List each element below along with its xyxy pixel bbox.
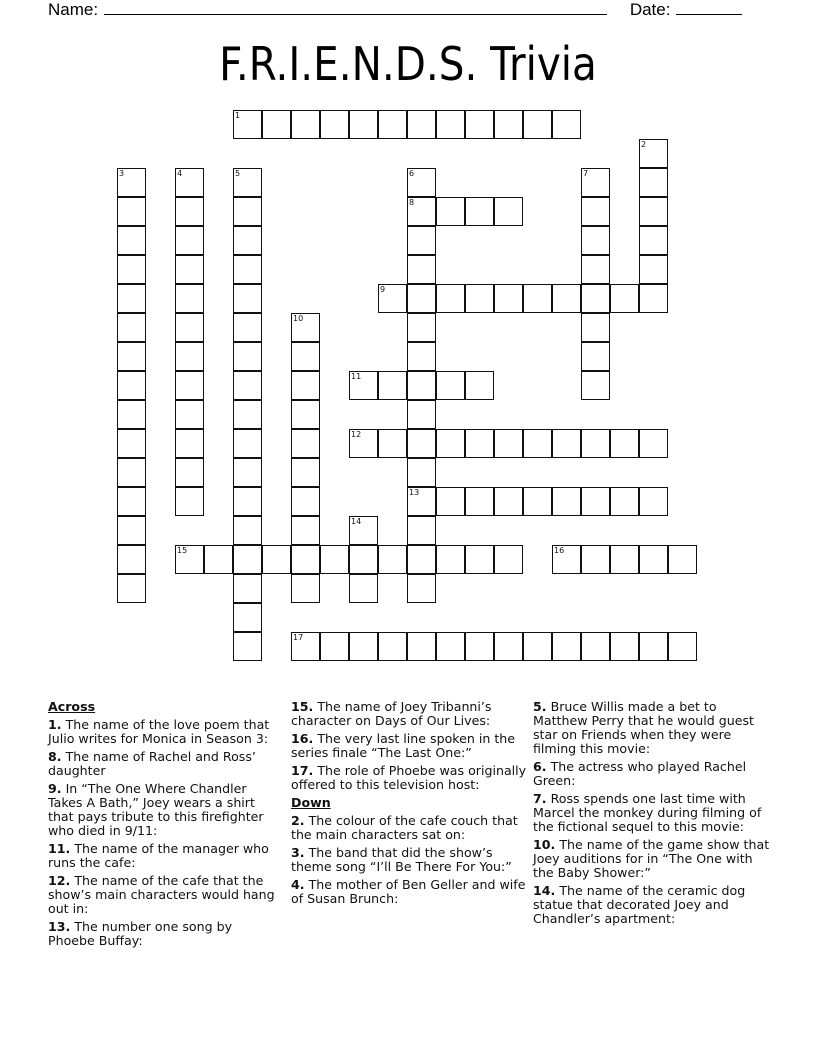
cell-number: 11 xyxy=(351,372,362,381)
grid-cell[interactable] xyxy=(233,574,262,603)
grid-cell[interactable] xyxy=(552,545,581,574)
grid-cell[interactable] xyxy=(349,545,378,574)
cell-number: 7 xyxy=(583,169,589,178)
grid-cell[interactable] xyxy=(639,284,668,313)
grid-cell[interactable] xyxy=(407,400,436,429)
clues-column-2 xyxy=(291,700,531,910)
grid-cell[interactable] xyxy=(494,197,523,226)
grid-cell[interactable] xyxy=(204,545,233,574)
clue-text: The name of the cafe that the show’s main characters would hang out in: xyxy=(48,873,275,916)
cell-number: 1 xyxy=(235,111,241,120)
grid-cell[interactable] xyxy=(117,400,146,429)
name-blank-line[interactable] xyxy=(104,0,607,15)
grid-cell[interactable] xyxy=(494,545,523,574)
grid-cell[interactable] xyxy=(436,284,465,313)
grid-cell[interactable] xyxy=(291,400,320,429)
grid-cell[interactable] xyxy=(407,197,436,226)
grid-cell[interactable] xyxy=(465,371,494,400)
grid-cell[interactable] xyxy=(117,574,146,603)
grid-cell[interactable] xyxy=(117,458,146,487)
grid-cell[interactable] xyxy=(581,255,610,284)
clue-number: 3. xyxy=(291,845,305,860)
grid-cell[interactable] xyxy=(378,110,407,139)
grid-cell[interactable] xyxy=(610,487,639,516)
grid-cell[interactable] xyxy=(233,516,262,545)
clue-text: The name of Joey Tribanni’s character on Days of Our Lives: xyxy=(291,699,492,728)
grid-cell[interactable] xyxy=(233,429,262,458)
grid-cell[interactable] xyxy=(465,632,494,661)
clue-number: 17. xyxy=(291,763,314,778)
grid-cell[interactable] xyxy=(291,545,320,574)
cell-number: 2 xyxy=(641,140,647,149)
grid-cell[interactable] xyxy=(407,371,436,400)
clue-down-7 xyxy=(533,792,773,834)
grid-cell[interactable] xyxy=(436,197,465,226)
grid-cell[interactable] xyxy=(639,632,668,661)
grid-cell[interactable] xyxy=(291,110,320,139)
grid-cell[interactable] xyxy=(291,313,320,342)
clue-down-3 xyxy=(291,846,531,874)
grid-cell[interactable] xyxy=(117,487,146,516)
clue-text: The name of the game show that Joey auditions for in “The One with the Baby Shower:” xyxy=(533,837,770,880)
clue-text: The very last line spoken in the series finale “The Last One:” xyxy=(291,731,516,760)
clue-down-14 xyxy=(533,884,773,926)
grid-cell[interactable] xyxy=(494,487,523,516)
grid-cell[interactable] xyxy=(436,429,465,458)
cell-number: 12 xyxy=(351,430,362,439)
grid-cell[interactable] xyxy=(668,545,697,574)
grid-cell[interactable] xyxy=(378,284,407,313)
name-label: Name: xyxy=(48,0,99,19)
clue-number: 11. xyxy=(48,841,71,856)
grid-cell[interactable] xyxy=(233,168,262,197)
grid-cell[interactable] xyxy=(175,197,204,226)
grid-cell[interactable] xyxy=(233,342,262,371)
grid-cell[interactable] xyxy=(175,400,204,429)
grid-cell[interactable] xyxy=(610,545,639,574)
grid-cell[interactable] xyxy=(407,313,436,342)
grid-cell[interactable] xyxy=(407,487,436,516)
grid-cell[interactable] xyxy=(117,429,146,458)
grid-cell[interactable] xyxy=(291,342,320,371)
grid-cell[interactable] xyxy=(349,371,378,400)
grid-cell[interactable] xyxy=(291,632,320,661)
grid-cell[interactable] xyxy=(581,197,610,226)
grid-cell[interactable] xyxy=(581,429,610,458)
grid-cell[interactable] xyxy=(291,516,320,545)
grid-cell[interactable] xyxy=(668,632,697,661)
grid-cell[interactable] xyxy=(320,110,349,139)
grid-cell[interactable] xyxy=(175,371,204,400)
grid-cell[interactable] xyxy=(407,545,436,574)
clue-text: The mother of Ben Geller and wife of Susan Brunch: xyxy=(291,877,526,906)
clues-column-1 xyxy=(48,700,280,952)
grid-cell[interactable] xyxy=(465,487,494,516)
grid-cell[interactable] xyxy=(117,168,146,197)
grid-cell[interactable] xyxy=(552,110,581,139)
grid-cell[interactable] xyxy=(291,429,320,458)
grid-cell[interactable] xyxy=(291,574,320,603)
clue-down-2 xyxy=(291,814,531,842)
grid-cell[interactable] xyxy=(233,632,262,661)
clue-across-8 xyxy=(48,750,280,778)
cell-number: 6 xyxy=(409,169,415,178)
clue-number: 7. xyxy=(533,791,547,806)
grid-cell[interactable] xyxy=(581,545,610,574)
clue-number: 16. xyxy=(291,731,314,746)
grid-cell[interactable] xyxy=(175,545,204,574)
grid-cell[interactable] xyxy=(233,458,262,487)
clue-number: 9. xyxy=(48,781,62,796)
grid-cell[interactable] xyxy=(233,603,262,632)
clue-across-12 xyxy=(48,874,280,916)
grid-cell[interactable] xyxy=(233,284,262,313)
grid-cell[interactable] xyxy=(639,139,668,168)
grid-cell[interactable] xyxy=(436,632,465,661)
clue-number: 15. xyxy=(291,699,314,714)
clue-text: The name of Rachel and Ross’ daughter xyxy=(48,749,256,778)
cell-number: 13 xyxy=(409,488,420,497)
grid-cell[interactable] xyxy=(494,429,523,458)
grid-cell[interactable] xyxy=(436,487,465,516)
grid-cell[interactable] xyxy=(349,632,378,661)
grid-cell[interactable] xyxy=(639,226,668,255)
grid-cell[interactable] xyxy=(407,574,436,603)
grid-cell[interactable] xyxy=(581,371,610,400)
header-fields xyxy=(48,0,748,22)
date-label: Date: xyxy=(629,0,671,19)
page-title: F.R.I.E.N.D.S. Trivia xyxy=(219,37,597,91)
grid-cell[interactable] xyxy=(581,313,610,342)
grid-cell[interactable] xyxy=(523,487,552,516)
clue-down-10 xyxy=(533,838,773,880)
grid-cell[interactable] xyxy=(233,545,262,574)
grid-cell[interactable] xyxy=(233,197,262,226)
cell-number: 10 xyxy=(293,314,304,323)
clue-across-1 xyxy=(48,718,280,746)
grid-cell[interactable] xyxy=(407,429,436,458)
clue-across-17 xyxy=(291,764,531,792)
grid-cell[interactable] xyxy=(233,110,262,139)
clue-across-13 xyxy=(48,920,280,948)
grid-cell[interactable] xyxy=(494,632,523,661)
grid-cell[interactable] xyxy=(175,487,204,516)
cell-number: 3 xyxy=(119,169,125,178)
grid-cell[interactable] xyxy=(378,632,407,661)
grid-cell[interactable] xyxy=(407,284,436,313)
grid-cell[interactable] xyxy=(349,516,378,545)
grid-cell[interactable] xyxy=(523,429,552,458)
grid-cell[interactable] xyxy=(407,458,436,487)
clue-number: 8. xyxy=(48,749,62,764)
cell-number: 9 xyxy=(380,285,386,294)
grid-cell[interactable] xyxy=(349,110,378,139)
clue-text: The name of the ceramic dog statue that decorated Joey and Chandler’s apartment: xyxy=(533,883,746,926)
grid-cell[interactable] xyxy=(581,168,610,197)
clue-text: Ross spends one last time with Marcel the monkey during filming of the fictional sequel to this movie: xyxy=(533,791,762,834)
grid-cell[interactable] xyxy=(639,168,668,197)
grid-cell[interactable] xyxy=(436,545,465,574)
grid-cell[interactable] xyxy=(233,226,262,255)
grid-cell[interactable] xyxy=(581,226,610,255)
clue-number: 2. xyxy=(291,813,305,828)
clue-across-9 xyxy=(48,782,280,838)
grid-cell[interactable] xyxy=(175,226,204,255)
clue-number: 14. xyxy=(533,883,556,898)
grid-cell[interactable] xyxy=(610,429,639,458)
grid-cell[interactable] xyxy=(465,284,494,313)
grid-cell[interactable] xyxy=(378,545,407,574)
clue-number: 12. xyxy=(48,873,71,888)
clue-across-16 xyxy=(291,732,531,760)
grid-cell[interactable] xyxy=(639,255,668,284)
cell-number: 8 xyxy=(409,198,415,207)
grid-cell[interactable] xyxy=(523,110,552,139)
grid-cell[interactable] xyxy=(552,429,581,458)
grid-cell[interactable] xyxy=(465,197,494,226)
clue-across-11 xyxy=(48,842,280,870)
grid-cell[interactable] xyxy=(175,429,204,458)
grid-cell[interactable] xyxy=(639,197,668,226)
grid-cell[interactable] xyxy=(175,342,204,371)
grid-cell[interactable] xyxy=(436,371,465,400)
grid-cell[interactable] xyxy=(117,313,146,342)
grid-cell[interactable] xyxy=(465,545,494,574)
grid-cell[interactable] xyxy=(407,110,436,139)
down-heading: Down xyxy=(291,795,331,810)
grid-cell[interactable] xyxy=(117,197,146,226)
grid-cell[interactable] xyxy=(465,110,494,139)
grid-cell[interactable] xyxy=(233,400,262,429)
cell-number: 17 xyxy=(293,633,304,642)
grid-cell[interactable] xyxy=(117,342,146,371)
cell-number: 14 xyxy=(351,517,362,526)
grid-cell[interactable] xyxy=(436,110,465,139)
cell-number: 16 xyxy=(554,546,565,555)
clue-text: The name of the manager who runs the cafe: xyxy=(48,841,269,870)
grid-cell[interactable] xyxy=(117,255,146,284)
grid-cell[interactable] xyxy=(407,342,436,371)
clue-text: The name of the love poem that Julio writes for Monica in Season 3: xyxy=(48,717,270,746)
grid-cell[interactable] xyxy=(610,284,639,313)
clue-text: The number one song by Phoebe Buffay: xyxy=(48,919,233,948)
grid-cell[interactable] xyxy=(117,226,146,255)
cell-number: 4 xyxy=(177,169,183,178)
grid-cell[interactable] xyxy=(291,458,320,487)
grid-cell[interactable] xyxy=(407,168,436,197)
grid-cell[interactable] xyxy=(465,429,494,458)
grid-cell[interactable] xyxy=(407,226,436,255)
grid-cell[interactable] xyxy=(175,313,204,342)
grid-cell[interactable] xyxy=(407,516,436,545)
grid-cell[interactable] xyxy=(233,313,262,342)
cell-number: 15 xyxy=(177,546,188,555)
grid-cell[interactable] xyxy=(117,545,146,574)
clue-text: The colour of the cafe couch that the main characters sat on: xyxy=(291,813,518,842)
clue-number: 1. xyxy=(48,717,62,732)
date-blank-line[interactable] xyxy=(676,0,742,15)
grid-cell[interactable] xyxy=(581,487,610,516)
grid-cell[interactable] xyxy=(349,574,378,603)
grid-cell[interactable] xyxy=(262,110,291,139)
clue-text: The band that did the show’s theme song “I’ll Be There For You:” xyxy=(291,845,512,874)
grid-cell[interactable] xyxy=(117,516,146,545)
grid-cell[interactable] xyxy=(552,487,581,516)
grid-cell[interactable] xyxy=(291,487,320,516)
grid-cell[interactable] xyxy=(552,284,581,313)
clue-down-6 xyxy=(533,760,773,788)
grid-cell[interactable] xyxy=(581,632,610,661)
clue-text: Bruce Willis made a bet to Matthew Perry that he would guest star on Friends when they were filming this movie: xyxy=(533,699,754,756)
grid-cell[interactable] xyxy=(175,284,204,313)
grid-cell[interactable] xyxy=(639,545,668,574)
grid-cell[interactable] xyxy=(262,545,291,574)
grid-cell[interactable] xyxy=(117,284,146,313)
grid-cell[interactable] xyxy=(349,429,378,458)
grid-cell[interactable] xyxy=(552,632,581,661)
cell-number: 5 xyxy=(235,169,241,178)
grid-cell[interactable] xyxy=(494,284,523,313)
grid-cell[interactable] xyxy=(320,545,349,574)
clue-number: 6. xyxy=(533,759,547,774)
clue-number: 13. xyxy=(48,919,71,934)
clue-down-4 xyxy=(291,878,531,906)
clue-text: The actress who played Rachel Green: xyxy=(533,759,747,788)
grid-cell[interactable] xyxy=(407,632,436,661)
grid-cell[interactable] xyxy=(523,632,552,661)
grid-cell[interactable] xyxy=(233,371,262,400)
grid-cell[interactable] xyxy=(233,487,262,516)
grid-cell[interactable] xyxy=(233,255,262,284)
grid-cell[interactable] xyxy=(523,284,552,313)
grid-cell[interactable] xyxy=(581,342,610,371)
grid-cell[interactable] xyxy=(639,487,668,516)
grid-cell[interactable] xyxy=(581,284,610,313)
clue-down-5 xyxy=(533,700,773,756)
across-heading: Across xyxy=(48,699,96,714)
grid-cell[interactable] xyxy=(175,168,204,197)
grid-cell[interactable] xyxy=(117,371,146,400)
grid-cell[interactable] xyxy=(407,255,436,284)
grid-cell[interactable] xyxy=(378,429,407,458)
grid-cell[interactable] xyxy=(291,371,320,400)
clue-number: 5. xyxy=(533,699,547,714)
grid-cell[interactable] xyxy=(320,632,349,661)
clue-text: In “The One Where Chandler Takes A Bath,” Joey wears a shirt that pays tribute to this firefighter who died in 9/11: xyxy=(48,781,264,838)
clue-across-15 xyxy=(291,700,531,728)
grid-cell[interactable] xyxy=(175,255,204,284)
grid-cell[interactable] xyxy=(610,632,639,661)
clues-column-3 xyxy=(533,700,773,930)
grid-cell[interactable] xyxy=(639,429,668,458)
clue-number: 10. xyxy=(533,837,556,852)
grid-cell[interactable] xyxy=(175,458,204,487)
grid-cell[interactable] xyxy=(378,371,407,400)
clue-text: The role of Phoebe was originally offered to this television host: xyxy=(291,763,527,792)
clue-number: 4. xyxy=(291,877,305,892)
grid-cell[interactable] xyxy=(494,110,523,139)
